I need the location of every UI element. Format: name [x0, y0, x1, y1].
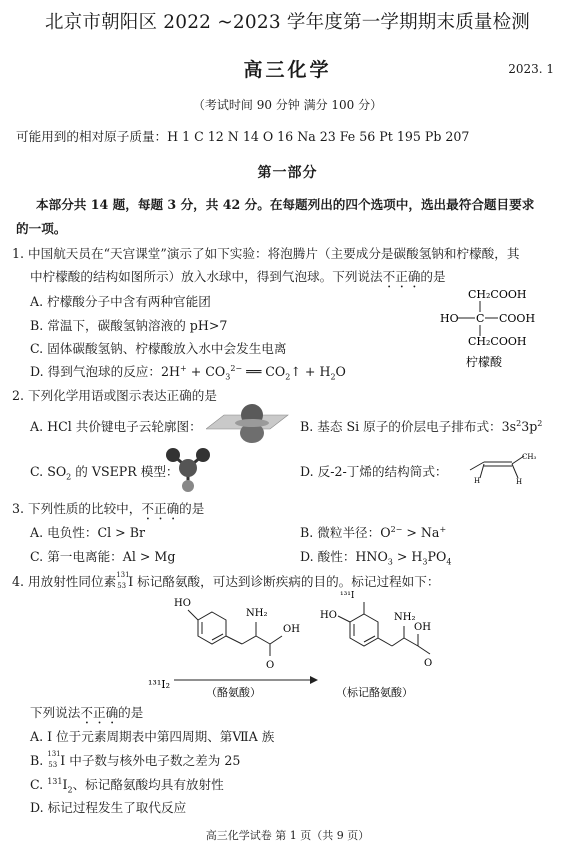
- tyrosine-nh2: NH₂: [246, 608, 268, 619]
- tyrosine-oh: OH: [283, 624, 300, 635]
- reactant-label: （酪氨酸）: [206, 686, 261, 698]
- q1-option-b: B. 常温下，碳酸氢钠溶液的 pH>7: [30, 318, 228, 333]
- butene-h-left: H: [474, 477, 481, 485]
- section-instructions-1: 本部分共 14 题，每题 3 分，共 42 分。在每题列出的四个选项中，选出最符合题目要求: [36, 197, 535, 212]
- q3-option-c: C. 第一电离能：Al > Mg: [30, 549, 176, 564]
- section-instructions-2: 的一项。: [16, 221, 67, 236]
- q2-option-c: C. $SO_2$ 的 VSEPR 模型：: [30, 464, 179, 482]
- q2-option-a: A. HCl 共价键电子云轮廓图：: [30, 419, 202, 434]
- q4-sub-stem: 下列说法不正确的是: [30, 705, 144, 720]
- butene-ch3: CH₃: [522, 453, 537, 461]
- butene-h-right: H: [516, 478, 523, 486]
- section-title: 第一部分: [257, 165, 318, 181]
- tyrosine-o: O: [266, 660, 275, 671]
- product-o: O: [424, 658, 433, 669]
- reagent-i2: ¹³¹I₂: [148, 678, 170, 691]
- q4-option-b: B. 131 53 I 中子数与核外电子数之差为 25: [30, 749, 241, 769]
- exam-info: （考试时间 90 分钟 满分 100 分）: [192, 98, 383, 112]
- q4-option-a: A. I 位于元素周期表中第四周期、第ⅦA 族: [30, 729, 275, 744]
- citric-top-group: CH₂COOH: [468, 288, 527, 301]
- trans-2-butene-structure: [466, 450, 546, 486]
- q1-option-d: D. 得到气泡球的反应：$2H^+ + CO_3^{2-}$ ══ $CO_2↑ + H_2O$: [30, 363, 346, 382]
- q3-option-a: A. 电负性：Cl > Br: [30, 525, 145, 540]
- exam-title: 北京市朝阳区 2022 ~2023 学年度第一学期期末质量检测: [44, 12, 530, 33]
- q4-option-d: D. 标记过程发生了取代反应: [30, 800, 187, 815]
- q3-option-d: D. 酸性：$HNO_3 > H_3PO_4$: [300, 549, 452, 567]
- product-label: （标记酪氨酸）: [336, 686, 413, 698]
- q1-option-c: C. 固体碳酸氢钠、柠檬酸放入水中会发生电离: [30, 341, 287, 356]
- citric-caption: 柠檬酸: [466, 355, 503, 369]
- product-iodine: ¹³¹I: [340, 591, 355, 601]
- q2-option-d: D. 反-2-丁烯的结构简式：: [300, 464, 448, 479]
- product-ho: HO: [320, 610, 337, 621]
- q2-stem: 2. 下列化学用语或图示表达正确的是: [12, 388, 217, 403]
- q1-stem-1: 1. 中国航天员在“天宫课堂”演示了如下实验：将泡腾片（主要成分是碳酸氢钠和柠檬酸，其: [12, 246, 520, 261]
- citric-ho: HO: [440, 312, 459, 325]
- hcl-electron-cloud: [206, 403, 290, 445]
- exam-date: 2023. 1: [508, 62, 554, 76]
- q2-option-b: B. 基态 Si 原子的价层电子排布式：$3s^23p^2$: [300, 418, 543, 434]
- product-oh: OH: [414, 622, 431, 633]
- q1-option-a: A. 柠檬酸分子中含有两种官能团: [30, 294, 211, 309]
- product-nh2: NH₂: [394, 612, 416, 623]
- subject-title: 高三化学: [243, 59, 332, 81]
- tyrosine-ho: HO: [174, 598, 191, 609]
- q3-option-b: B. 微粒半径：$O^{2-} > Na^+$: [300, 524, 447, 540]
- atomic-masses: 可能用到的相对原子质量：H 1 C 12 N 14 O 16 Na 23 Fe 56 Pt 195 Pb 207: [16, 129, 470, 144]
- q1-stem-2: 中柠檬酸的结构如图所示）放入水球中，得到气泡球。下列说法不正确的是: [30, 269, 446, 284]
- page-footer: 高三化学试卷 第 1 页（共 9 页）: [205, 829, 370, 842]
- q4-stem: 4. 用放射性同位素 131 53 I 标记酪氨酸，可达到诊断疾病的目的。标记过程如下：: [12, 570, 440, 590]
- citric-cooh: COOH: [499, 312, 536, 325]
- so2-vsepr-model: [160, 444, 216, 494]
- citric-bottom-group: CH₂COOH: [468, 335, 527, 348]
- q3-stem: 3. 下列性质的比较中，不正确的是: [12, 501, 205, 516]
- tyrosine-labeling-scheme: [140, 588, 440, 698]
- citric-acid-structure: [430, 282, 560, 382]
- q4-option-c: C. $^{131}I_2$、标记酪氨酸均具有放射性: [30, 776, 224, 795]
- citric-c: C: [476, 312, 485, 325]
